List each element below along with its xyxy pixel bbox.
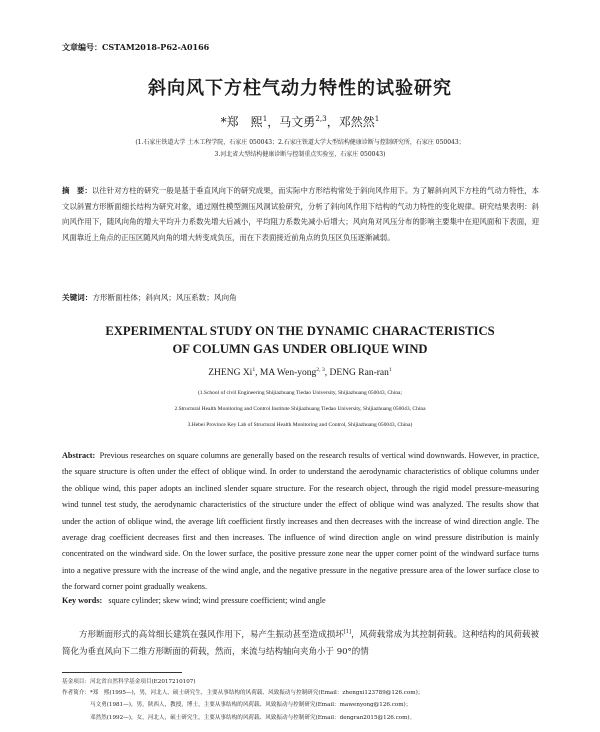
keywords-chinese: [62, 292, 539, 303]
keywords-label: 关键词：: [62, 293, 93, 302]
author-name: ZHENG Xi: [208, 368, 253, 378]
author-name: , DENG Ran-ran: [324, 368, 389, 378]
author-affil-mark: 1: [388, 366, 392, 373]
abstract-english: [62, 448, 539, 596]
abstract-text: Previous researches on square columns are generally based on the research results of vertical wind downwards. However, in practice, the square structure is often under the effect of oblique wind. In order to understand the aerodynamic characteristics of oblique columns under the oblique wind, this paper adopts an inclined slender square structure. For the research object, through the rigid model pressure-measuring wind tunnel test study, the aerodynamic characteristics of the structure under the effect of oblique wind was analyzed. The results show that under the action of oblique wind, the average lift coefficient firstly increases and then decreases with the increase of wind direction angle. The average drag coefficient decreases first and then increases. The influence of wind direction angle on wind pressure distribution is mainly concentrated on the windward side. On the lower surface, the positive pressure zone near the upper corner point of the windward surface turns into a negative pressure with the increase of the wind angle, and the negative pressure in the negative pressure area of the lower surface close to the forward corner point gradually weakens.: [62, 451, 540, 592]
title-english-line: EXPERIMENTAL STUDY ON THE DYNAMIC CHARACTERISTICS: [105, 324, 495, 338]
affiliation-english-line: (1.School of civil Engineering Shijiazhuang Tiedao University, Shijiazhuang 050043, China;: [197, 390, 403, 396]
footnote-author: 马文勇(1981—)，男，陕西人，教授，博士，主要从事结构的风荷载、风致振动与控制研究(Email：mawenyong@126.com)；: [62, 702, 412, 708]
keywords-english: [62, 596, 539, 605]
title-english-line: OF COLUMN GAS UNDER OBLIQUE WIND: [172, 342, 428, 356]
citation-mark[interactable]: [1]: [343, 629, 352, 636]
author-name: ，马文勇: [267, 115, 316, 129]
authors-english: [0, 368, 600, 378]
abstract-label: 摘 要：: [62, 186, 92, 195]
body-text: ，风荷载常成为其控制荷载。这种结构的风荷载被简化为垂直风向下二维方形断面的荷载，然而，来流与结构轴向夹角小于 90°的情: [62, 630, 539, 657]
abstract-chinese: [62, 183, 539, 245]
keywords-text: 方形断面柱体；斜向风；风压系数；风向角: [92, 293, 237, 302]
footnote-funding: 基金项目：河北省自然科学基金项目(E2017210107): [62, 679, 196, 685]
author-affil-mark: 1: [252, 366, 256, 373]
affiliation-english-line: 3.Hebei Province Key Lab of Structural Health Monitoring and Control, Shijiazhuang 050043, China): [187, 422, 413, 428]
author-affil-mark: 1: [374, 114, 380, 123]
footnote-divider: [62, 672, 182, 673]
body-text: 方形断面形式的高耸细长建筑在强风作用下，易产生振动甚至造成损坏: [79, 630, 344, 640]
affiliation-english-line: 2.Structural Health Monitoring and Control Institute Shijiazhuang Tiedao University, Shijiazhuang 050043, China: [174, 406, 426, 412]
affiliation-chinese-line: 3.河北省大型结构健康诊断与控制重点实验室，石家庄 050043): [214, 151, 386, 158]
author-name: *郑 熙: [220, 115, 263, 129]
authors-chinese: [0, 113, 600, 130]
author-name: , MA Wen-yong: [255, 368, 317, 378]
footnote-author: 邓然然(1992—)，女，河北人，硕士研究生，主要从事结构的风荷载、风致振动与控制研究(Email：dengran2015@126.com)。: [62, 715, 416, 721]
abstract-label: Abstract:: [62, 451, 96, 460]
author-affil-mark: 1: [262, 114, 268, 123]
title-chinese: 斜向风下方柱气动力特性的试验研究: [148, 78, 452, 99]
author-affil-mark: 2, 3: [316, 366, 325, 373]
footnote-author: 作者简介：*郑 熙(1995—)，男，河北人，硕士研究生，主要从事结构的风荷载、风致振动与控制研究(Email：zhengxi123789@126.com)；: [62, 690, 424, 696]
keywords-text: square cylinder; skew wind; wind pressure coefficient; wind angle: [108, 596, 326, 605]
body-paragraph: [62, 627, 539, 661]
article-number: 文章编号：CSTAM2018-P62-A0166: [62, 42, 210, 52]
abstract-text: 以往针对方柱的研究一般是基于垂直风向下的研究成果，而实际中方形结构常处于斜向风作用下。为了解斜向风下方柱的气动力特性，本文以斜置方形断面细长结构为研究对象，通过刚性模型测压风洞试验研究，分析了斜向风作用下结构的气动力特性的变化规律。研究结果表明：斜向风作用下，随风向角的增大平均升力系数先增大后减小，平均阻力系数先减小后增大；风向角对风压分布的影响主要集中在迎风面和下表面，迎风面靠近上角点的正压区随风向角的增大转变成负压，而在下表面接近前角点的负压区负压逐渐减弱。: [62, 186, 539, 242]
keywords-label: Key words:: [62, 596, 103, 605]
author-affil-mark: 2,3: [315, 114, 327, 123]
author-name: ，邓然然: [326, 115, 375, 129]
affiliation-chinese-line: (1.石家庄铁道大学 土木工程学院，石家庄 050043；2.石家庄铁道大学大型结构健康诊断与控制研究所，石家庄 050043；: [135, 139, 465, 146]
title-english: [0, 322, 600, 358]
